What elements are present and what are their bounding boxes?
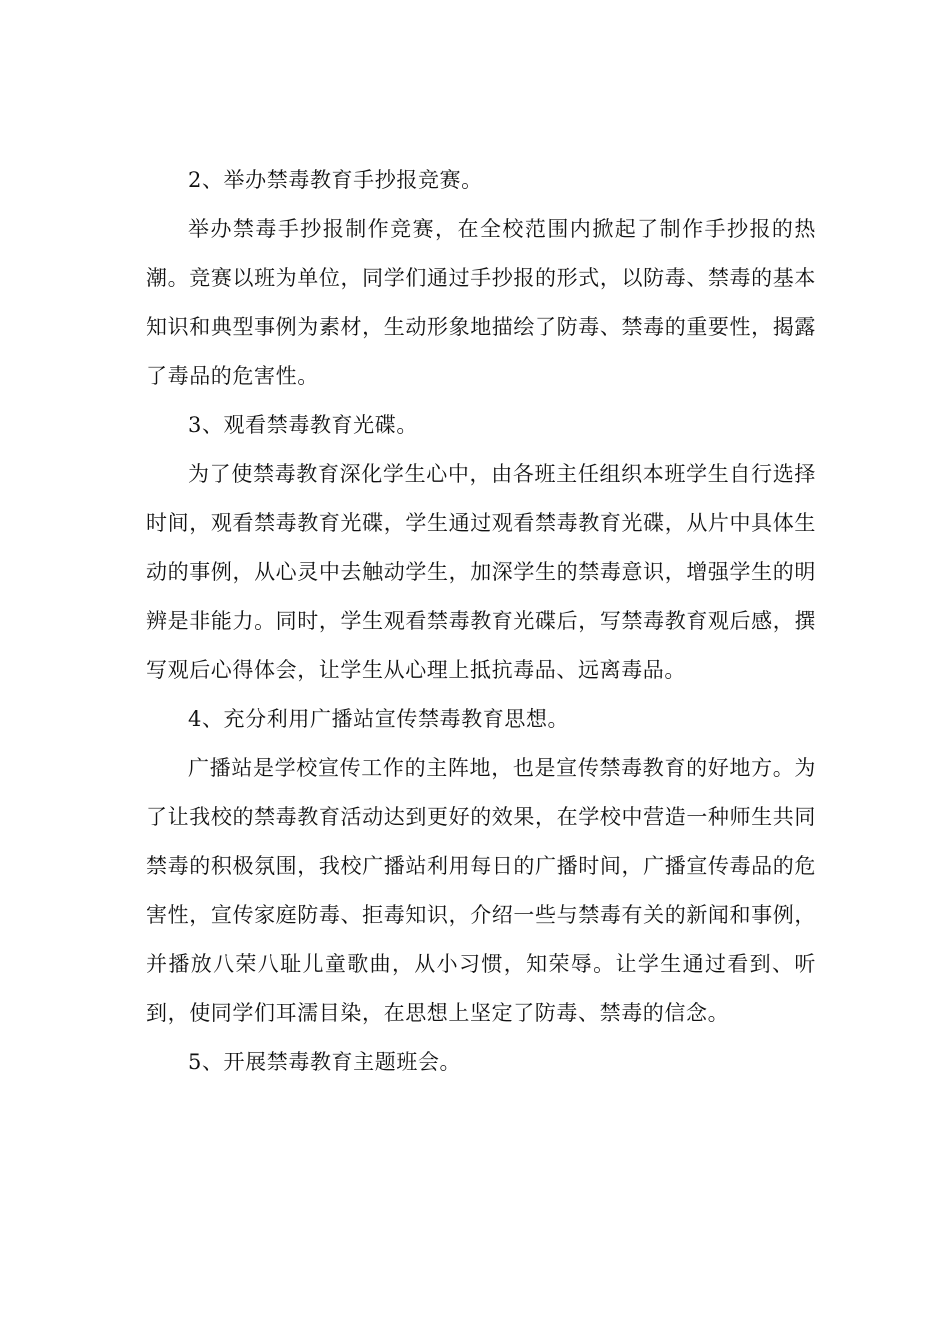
- section-paragraph-4: 广播站是学校宣传工作的主阵地，也是宣传禁毒教育的好地方。为了让我校的禁毒教育活动达到更好的效果，在学校中营造一种师生共同禁毒的积极氛围，我校广播站利用每日的广播时间，广播宣传毒品的危害性，宣传家庭防毒、拒毒知识，介绍一些与禁毒有关的新闻和事例，并播放八荣八耻儿童歌曲，从小习惯，知荣辱。让学生通过看到、听到，使同学们耳濡目染，在思想上坚定了防毒、禁毒的信念。: [146, 756, 816, 1025]
- section-paragraph-3: 为了使禁毒教育深化学生心中，由各班主任组织本班学生自行选择时间，观看禁毒教育光碟，学生通过观看禁毒教育光碟，从片中具体生动的事例，从心灵中去触动学生，加深学生的禁毒意识，增强学生的明辨是非能力。同时，学生观看禁毒教育光碟后，写禁毒教育观后感，撰写观后心得体会，让学生从心理上抵抗毒品、远离毒品。: [146, 462, 816, 682]
- document-body: [146, 156, 816, 1087]
- section-heading-4: 4、充分利用广播站宣传禁毒教育思想。: [188, 707, 570, 731]
- section-heading-3: 3、观看禁毒教育光碟。: [188, 413, 418, 437]
- section-heading-5: 5、开展禁毒教育主题班会。: [188, 1050, 462, 1074]
- section-paragraph-2: 举办禁毒手抄报制作竞赛，在全校范围内掀起了制作手抄报的热潮。竞赛以班为单位，同学们通过手抄报的形式，以防毒、禁毒的基本知识和典型事例为素材，生动形象地描绘了防毒、禁毒的重要性，揭露了毒品的危害性。: [146, 217, 816, 388]
- section-heading-2: 2、举办禁毒教育手抄报竞赛。: [188, 168, 483, 192]
